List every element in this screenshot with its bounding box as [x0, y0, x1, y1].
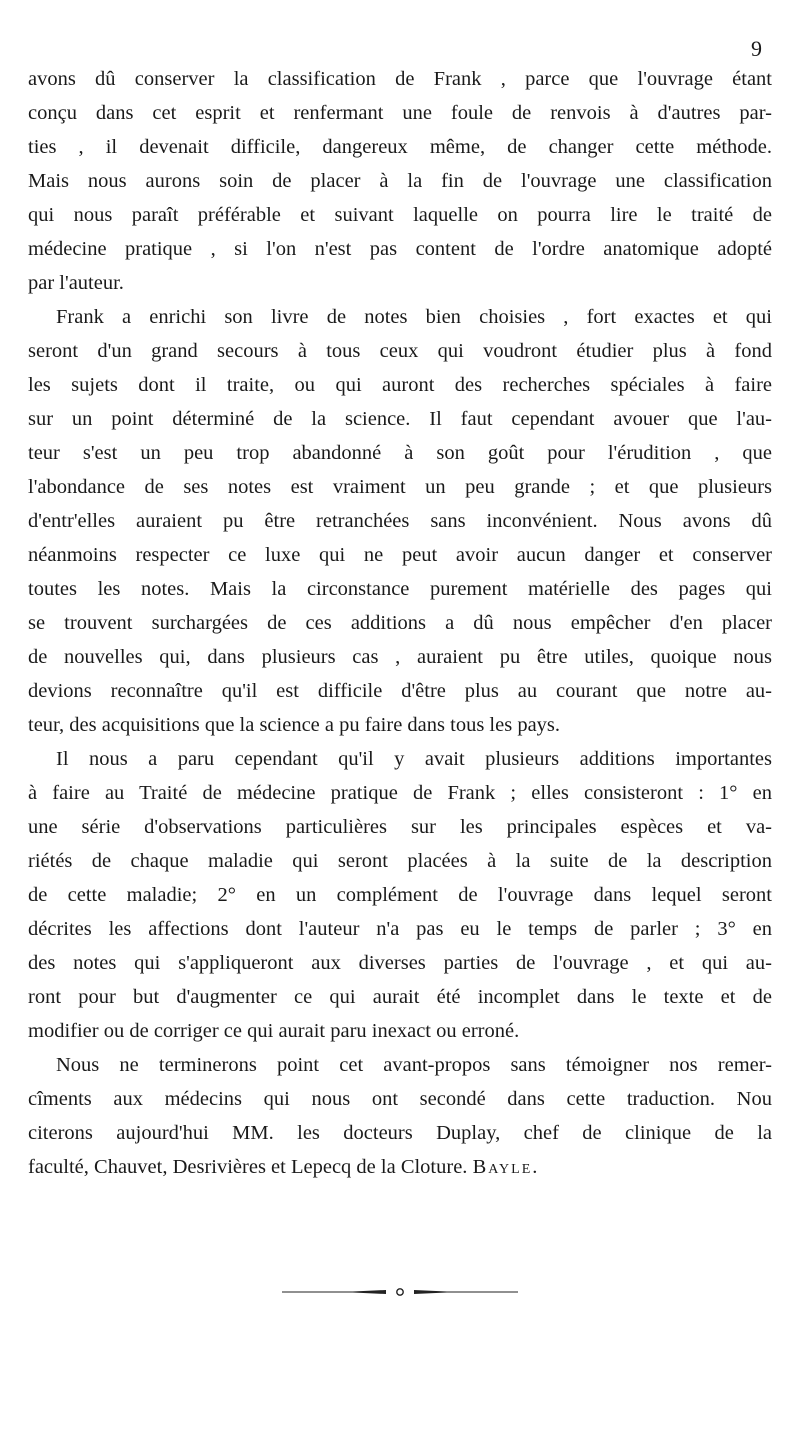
paragraph-1: [28, 62, 772, 300]
text-line: de cette maladie; 2° en un complément de l'ouvrage dans lequel seront: [28, 884, 772, 906]
text-line: Nous ne terminerons point cet avant-propos sans témoigner nos remer-: [56, 1054, 772, 1076]
text-line: citerons aujourd'hui MM. les docteurs Duplay, chef de clinique de la: [28, 1122, 772, 1144]
text-line: cîments aux médecins qui nous ont secondé dans cette traduction. Nou: [28, 1088, 772, 1110]
page-number: 9: [751, 36, 762, 61]
text-line: teur, des acquisitions que la science a pu faire dans tous les pays.: [28, 714, 561, 736]
text-line: conçu dans cet esprit et renfermant une foule de renvois à d'autres par-: [28, 102, 772, 124]
text-line: teur s'est un peu trop abandonné à son goût pour l'érudition , que: [28, 442, 772, 464]
text-line: ties , il devenait difficile, dangereux même, de changer cette méthode.: [28, 136, 772, 158]
text-line: des notes qui s'appliqueront aux diverses parties de l'ouvrage , et qui au-: [28, 952, 772, 974]
paragraph-2: [28, 300, 772, 742]
text-line: les sujets dont il traite, ou qui auront des recherches spéciales à faire: [28, 374, 772, 396]
text-line: de nouvelles qui, dans plusieurs cas , auraient pu être utiles, quoique nous: [28, 646, 772, 668]
paragraph-3: [28, 742, 772, 1048]
text-line: néanmoins respecter ce luxe qui ne peut avoir aucun danger et conserver: [28, 544, 772, 566]
text-line: à faire au Traité de médecine pratique de Frank ; elles consisteront : 1° en: [28, 782, 772, 804]
closing-text: faculté, Chauvet, Desrivières et Lepecq de la Cloture.: [28, 1156, 468, 1178]
text-line: modifier ou de corriger ce qui aurait paru inexact ou erroné.: [28, 1020, 520, 1042]
text-line: toutes les notes. Mais la circonstance purement matérielle des pages qui: [28, 578, 772, 600]
text-line: une série d'observations particulières sur les principales espèces et va-: [28, 816, 772, 838]
text-line: par l'auteur.: [28, 272, 124, 294]
text-line: se trouvent surchargées de ces additions a dû nous empêcher d'en placer: [28, 612, 772, 634]
text-line: médecine pratique , si l'on n'est pas content de l'ordre anatomique adopté: [28, 238, 772, 260]
paragraph-4: [28, 1048, 772, 1184]
text-line: d'entr'elles auraient pu être retranchées sans inconvénient. Nous avons dû: [28, 510, 772, 532]
text-line: sur un point déterminé de la science. Il faut cependant avouer que l'au-: [28, 408, 772, 430]
text-line: Il nous a paru cependant qu'il y avait plusieurs additions importantes: [56, 748, 772, 770]
text-line: riétés de chaque maladie qui seront placées à la suite de la description: [28, 850, 772, 872]
text-line: devions reconnaître qu'il est difficile d'être plus au courant que notre au-: [28, 680, 772, 702]
text-line: décrites les affections dont l'auteur n'a pas eu le temps de parler ; 3° en: [28, 918, 772, 940]
text-line: ront pour but d'augmenter ce qui aurait été incomplet dans le texte et de: [28, 986, 772, 1008]
ornamental-rule: [282, 1288, 518, 1296]
text-line: l'abondance de ses notes est vraiment un peu grande ; et que plusieurs: [28, 476, 772, 498]
text-line: [28, 1150, 772, 1184]
author-signature: Bayle.: [472, 1156, 540, 1178]
text-line: Mais nous aurons soin de placer à la fin de l'ouvrage une classification: [28, 170, 772, 192]
body-text: [28, 62, 772, 1184]
text-line: seront d'un grand secours à tous ceux qui voudront étudier plus à fond: [28, 340, 772, 362]
text-line: Frank a enrichi son livre de notes bien choisies , fort exactes et qui: [56, 306, 772, 328]
text-line: qui nous paraît préférable et suivant laquelle on pourra lire le traité de: [28, 204, 772, 226]
text-line: avons dû conserver la classification de Frank , parce que l'ouvrage étant: [28, 68, 772, 90]
